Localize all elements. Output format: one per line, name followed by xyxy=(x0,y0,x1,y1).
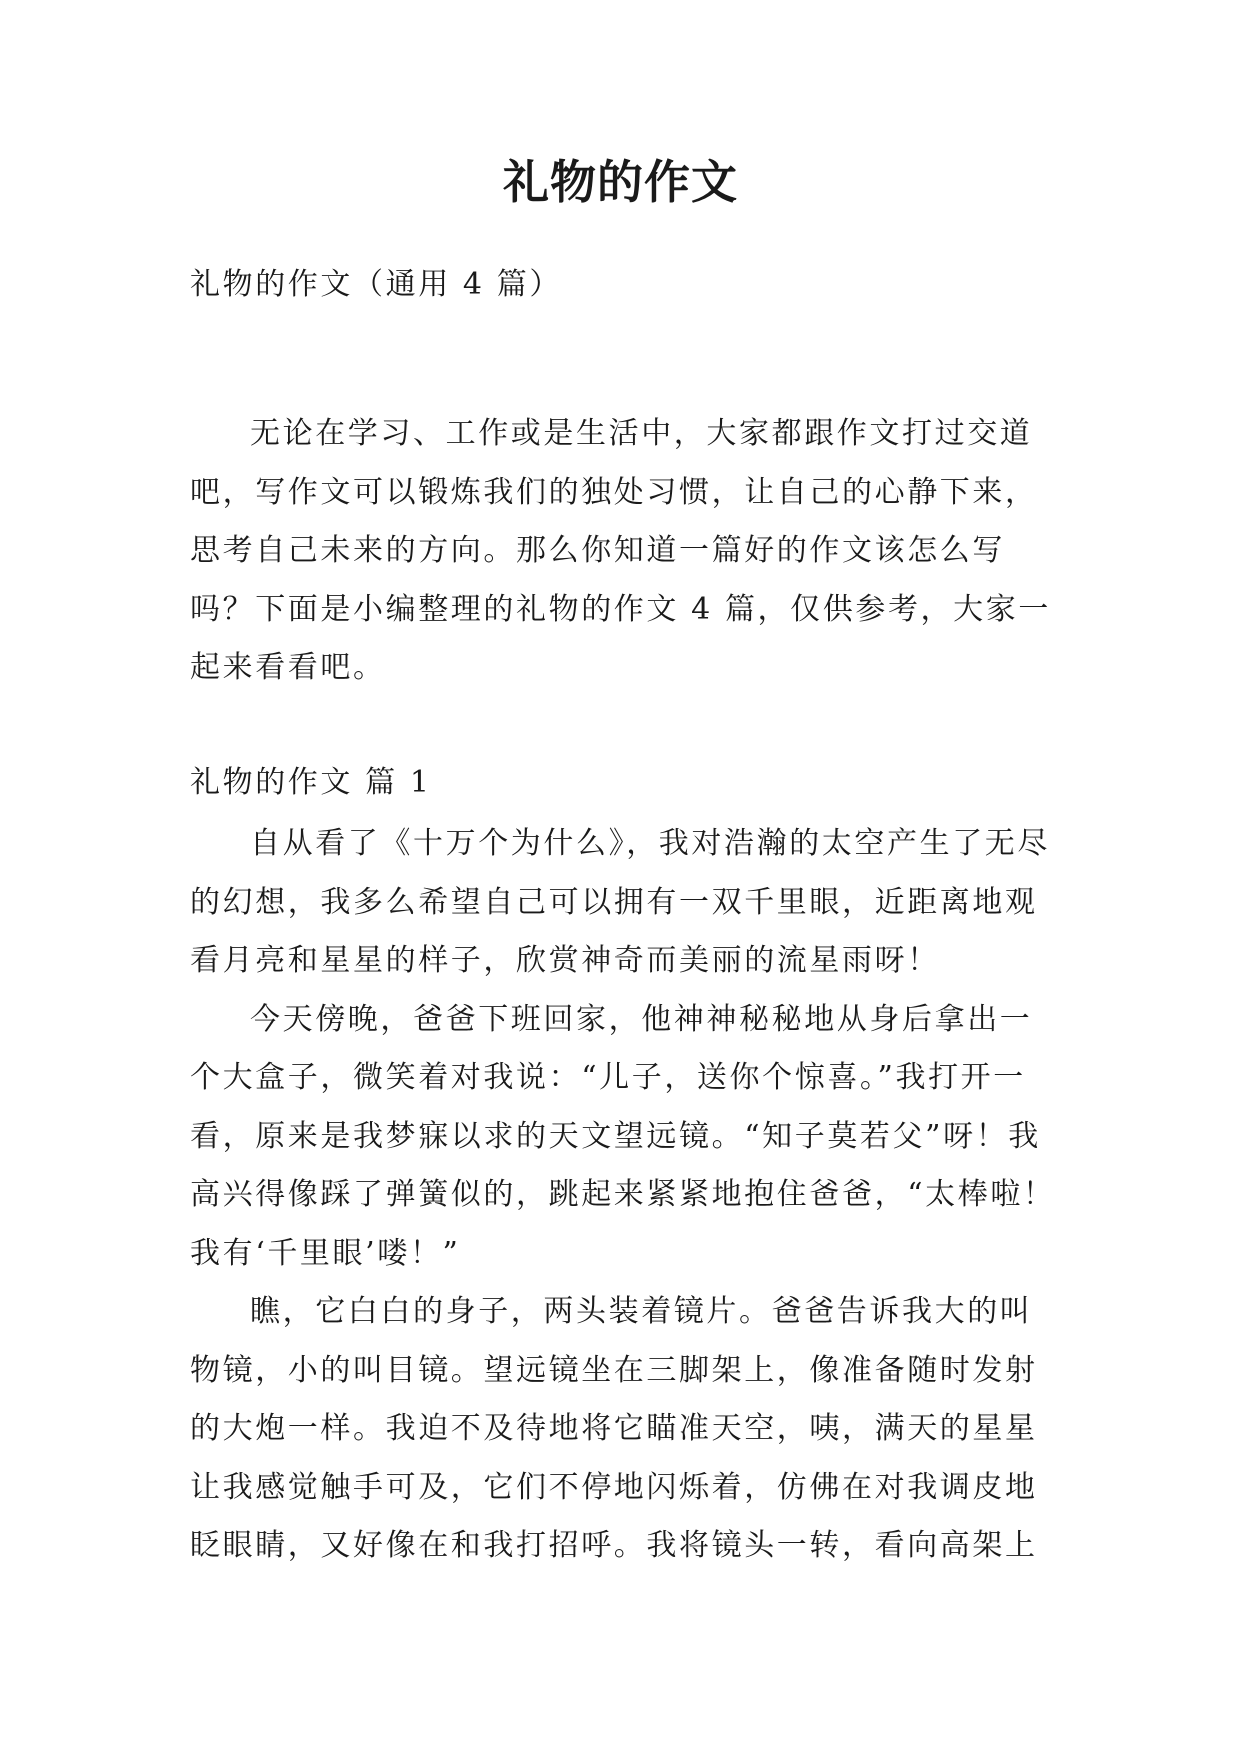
section-heading: 礼物的作文 篇 1 xyxy=(190,765,432,800)
document-subtitle: 礼物的作文（通用 4 篇） xyxy=(190,267,562,302)
section-content xyxy=(190,815,1062,1576)
body-paragraph: 今天傍晚，爸爸下班回家，他神神秘秘地从身后拿出一个大盒子，微笑着对我说：“儿子，送你个惊喜。”我打开一看，原来是我梦寐以求的天文望远镜。“知子莫若父”呀！我高兴得像踩了弹簧似的，跳起来紧紧地抱住爸爸，“太棒啦！我有‘千里眼’喽！” xyxy=(190,1001,1056,1271)
intro-paragraph: 无论在学习、工作或是生活中，大家都跟作文打过交道吧，写作文可以锻炼我们的独处习惯，让自己的心静下来，思考自己未来的方向。那么你知道一篇好的作文该怎么写吗？下面是小编整理的礼物的作文 4 篇，仅供参考，大家一起来看看吧。 xyxy=(190,416,1051,685)
document-title: 礼物的作文 xyxy=(503,155,738,209)
body-paragraph: 瞧，它白白的身子，两头装着镜片。爸爸告诉我大的叫物镜，小的叫目镜。望远镜坐在三脚架上，像准备随时发射的大炮一样。我迫不及待地将它瞄准天空，咦，满天的星星让我感觉触手可及，它们不停地闪烁着，仿佛在对我调皮地眨眼睛，又好像在和我打招呼。我将镜头一转，看向高架上 xyxy=(190,1294,1038,1563)
body-paragraph: 自从看了《十万个为什么》，我对浩瀚的太空产生了无尽的幻想，我多么希望自己可以拥有一双千里眼，近距离地观看月亮和星星的样子，欣赏神奇而美丽的流星雨呀！ xyxy=(190,826,1050,978)
